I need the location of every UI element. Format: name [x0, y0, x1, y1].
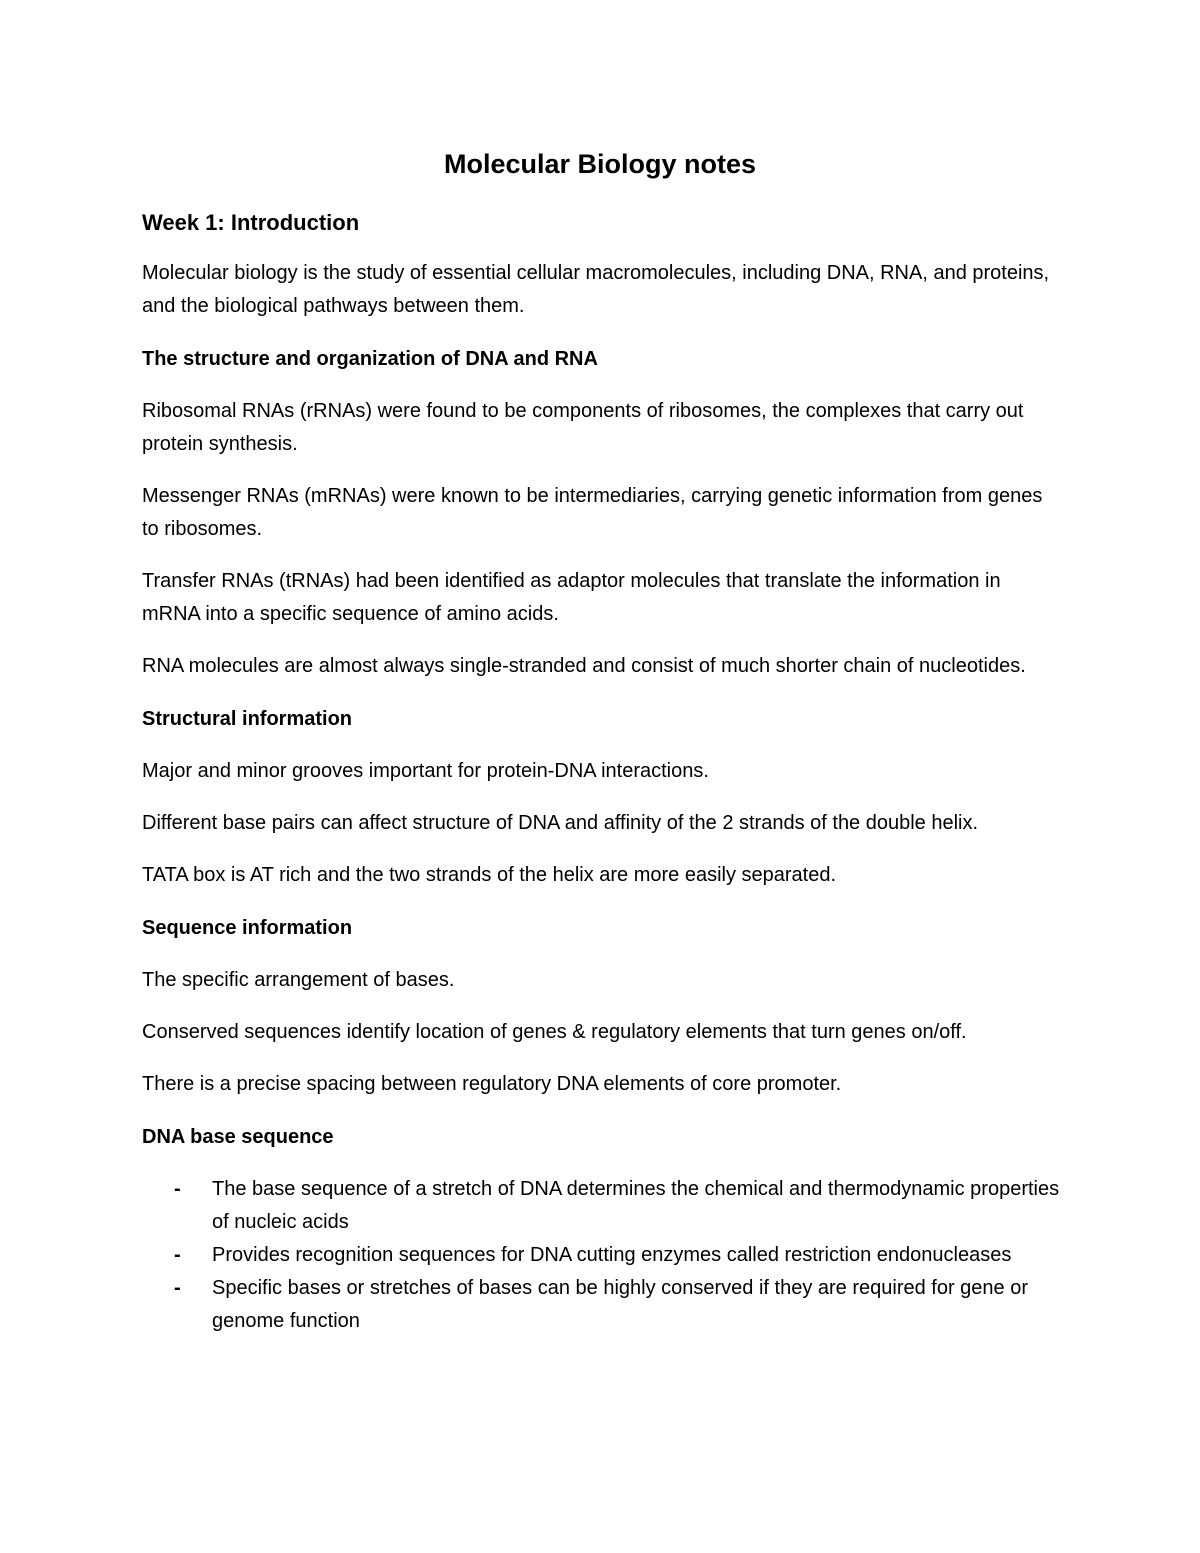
section-heading-structural-information: Structural information	[142, 708, 353, 730]
list-item	[142, 1272, 1062, 1338]
intro-paragraph: Molecular biology is the study of essential cellular macromolecules, including DNA, RNA, and proteins, and the biological pathways between them.	[142, 262, 1050, 317]
paragraph-grooves: Major and minor grooves important for protein-DNA interactions.	[142, 760, 709, 782]
document-body	[142, 146, 1062, 1338]
paragraph-conserved-sequences: Conserved sequences identify location of genes & regulatory elements that turn genes on/off.	[142, 1021, 967, 1043]
bullet-marker: -	[174, 1277, 181, 1299]
section-heading-sequence-information: Sequence information	[142, 917, 353, 939]
list-item-text: Provides recognition sequences for DNA cutting enzymes called restriction endonucleases	[212, 1244, 1012, 1266]
section-heading-dna-base-sequence: DNA base sequence	[142, 1126, 334, 1148]
list-item-text: The base sequence of a stretch of DNA determines the chemical and thermodynamic properties of nucleic acids	[212, 1178, 1060, 1233]
paragraph-rna-molecules: RNA molecules are almost always single-stranded and consist of much shorter chain of nucleotides.	[142, 655, 1026, 677]
bullet-marker: -	[174, 1178, 181, 1200]
paragraph-base-pairs: Different base pairs can affect structure of DNA and affinity of the 2 strands of the double helix.	[142, 812, 979, 834]
paragraph-tata-box: TATA box is AT rich and the two strands of the helix are more easily separated.	[142, 864, 837, 886]
bullet-list	[142, 1173, 1062, 1338]
paragraph-spacing: There is a precise spacing between regulatory DNA elements of core promoter.	[142, 1073, 842, 1095]
paragraph-rrna: Ribosomal RNAs (rRNAs) were found to be components of ribosomes, the complexes that carry out protein synthesis.	[142, 400, 1024, 455]
paragraph-trna: Transfer RNAs (tRNAs) had been identified as adaptor molecules that translate the information in mRNA into a specific sequence of amino acids.	[142, 570, 1001, 625]
paragraph-mrna: Messenger RNAs (mRNAs) were known to be intermediaries, carrying genetic information from genes to ribosomes.	[142, 485, 1043, 540]
list-item	[142, 1239, 1062, 1272]
section-heading-structure-organization: The structure and organization of DNA and RNA	[142, 348, 598, 370]
bullet-marker: -	[174, 1244, 181, 1266]
paragraph-arrangement: The specific arrangement of bases.	[142, 969, 455, 991]
week-heading: Week 1: Introduction	[142, 210, 360, 235]
list-item	[142, 1173, 1062, 1239]
list-item-text: Specific bases or stretches of bases can be highly conserved if they are required for gene or genome function	[212, 1277, 1029, 1332]
document-title: Molecular Biology notes	[443, 149, 757, 179]
